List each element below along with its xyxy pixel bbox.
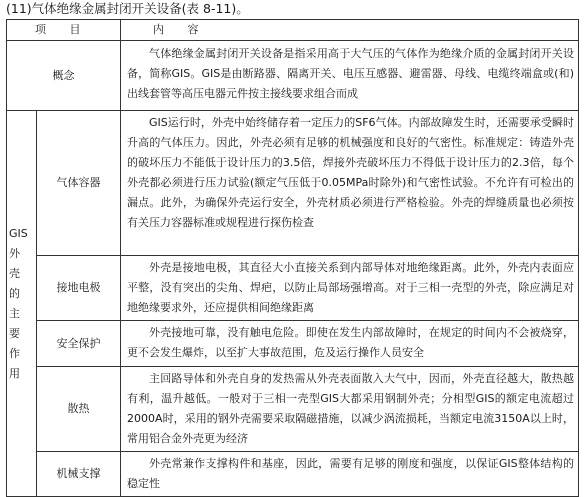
gis-label-char: GIS: [9, 226, 28, 240]
row-text: 主回路导体和外壳自身的发热需从外壳表面散入大气中，因而，外壳直径越大，散热越有利，温升越低。一般对于三相一壳型GIS大都采用钢制外壳；分相型GIS的额定电流超过2000A时，采用的钢外壳需要采取隔磁措施，以减少涡流损耗，当额定电流3150A以上时，常用铝合金外壳更为经济: [121, 367, 579, 452]
gis-label-char: 用: [9, 366, 20, 380]
row-label: 安全保护: [37, 321, 121, 367]
row-text: 外壳常兼作支撑构件和基座，因此，需要有足够的刚度和强度，以保证GIS整体结构的稳定性: [121, 452, 579, 497]
table-row: [7, 111, 579, 256]
row-label: 机械支撑: [37, 452, 121, 497]
table-row: [7, 321, 579, 367]
table-row: [7, 256, 579, 321]
gis-label-char: 壳: [9, 266, 20, 280]
gis-shell-label: [7, 111, 37, 497]
header-content: 内 容: [121, 20, 579, 41]
gis-label-char: 外: [9, 246, 20, 260]
row-label: 散热: [37, 367, 121, 452]
table-row: [7, 41, 579, 111]
gis-label-char: 主: [9, 306, 20, 320]
table-caption: (11)气体绝缘金属封闭开关设备(表 8-11)。: [6, 1, 249, 16]
row-label-concept: 概念: [7, 41, 121, 111]
gis-label-char: 的: [9, 286, 20, 300]
row-text: 外壳是接地电极，其直径大小直接关系到内部导体对地绝缘距离。此外，外壳内表面应平整，没有突出的尖角、焊疤，以防止局部场强增高。对于三相一壳型的外壳，除应满足对地绝缘要求外，还应提供相间绝缘距离: [121, 256, 579, 321]
gis-table: [6, 19, 579, 497]
gis-label-char: 要: [9, 326, 20, 340]
row-text: 外壳接地可靠，没有触电危险。即使在发生内部故障时，在规定的时间内不会被烧穿，更不会发生爆炸，以至扩大事故范围，危及运行操作人员安全: [121, 321, 579, 367]
row-label: 接地电极: [37, 256, 121, 321]
table-row: [7, 452, 579, 497]
row-text-concept: 气体绝缘金属封闭开关设备是指采用高于大气压的气体作为绝缘介质的金属封闭开关设备，简称GIS。GIS是由断路器、隔离开关、电压互感器、避雷器、母线、电缆终端盒或(和)出线套管等高压电器元件按主接线要求组合而成: [121, 41, 579, 111]
table-row: [7, 367, 579, 452]
header-item: 项 目: [7, 20, 121, 41]
row-text: GIS运行时，外壳中始终储存着一定压力的SF6气体。内部故障发生时，还需要承受瞬时升高的气体压力。因此，外壳必须有足够的机械强度和良好的气密性。标准规定：铸造外壳的破坏压力不能低于设计压力的3.5倍，焊接外壳破坏压力不得低于设计压力的2.3倍，每个外壳都必须进行压力试验(额定气压低于0.05MPa时除外)和气密性试验。不允许有可检出的漏点。此外，为确保外壳运行安全，外壳材质必须进行严格检验。外壳的焊缝质量也必须按有关压力容器标准或规程进行探伤检查: [121, 111, 579, 256]
header-row: [7, 20, 579, 41]
row-label: 气体容器: [37, 111, 121, 256]
gis-label-char: 作: [9, 346, 20, 360]
